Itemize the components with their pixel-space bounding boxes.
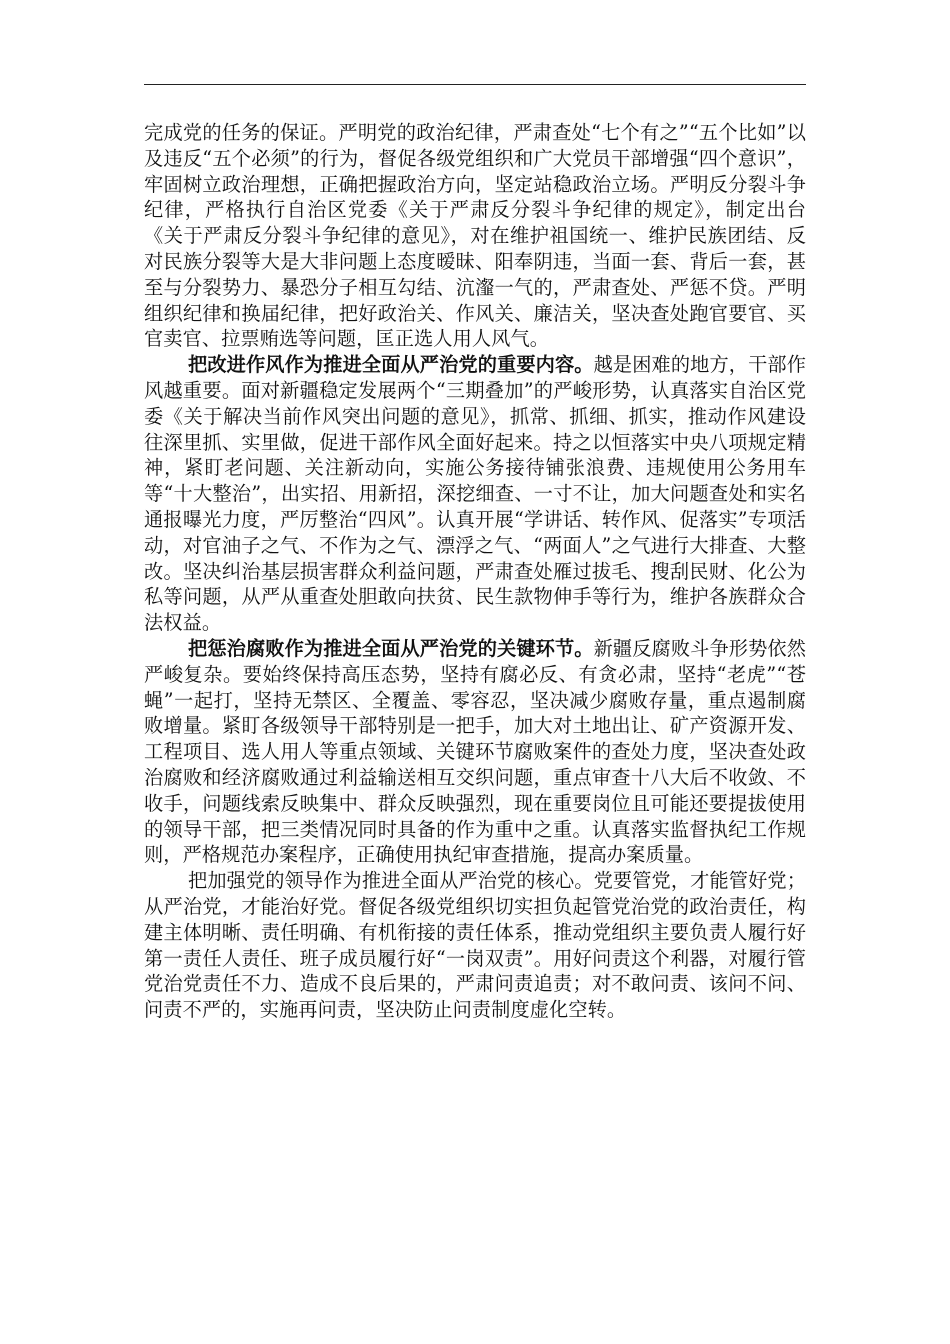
document-body <box>144 120 806 1023</box>
paragraph-4-text: 把加强党的领导作为推进全面从严治党的核心。党要管党，才能管好党；从严治党，才能治好党。督促各级党组织切实担负起管党治党的政治责任，构建主体明晰、责任明确、有机衔接的责任体系，推动党组织主要负责人履行好第一责任人责任、班子成员履行好“一岗双责”。用好问责这个利器，对履行管党治党责任不力、造成不良后果的，严肃问责追责；对不敢问责、该问不问、问责不严的，实施再问责，坚决防止问责制度虚化空转。 <box>144 869 806 1022</box>
paragraph-2-text: 越是困难的地方，干部作风越重要。面对新疆稳定发展两个“三期叠加”的严峻形势，认真落实自治区党委《关于解决当前作风突出问题的意见》，抓常、抓细、抓实，推动作风建设往深里抓、实里做，促进干部作风全面好起来。持之以恒落实中央八项规定精神，紧盯老问题、关注新动向，实施公务接待铺张浪费、违规使用公务用车等“十大整治”，出实招、用新招，深挖细查、一寸不让，加大问题查处和实名通报曝光力度，严厉整治“四风”。认真开展“学讲话、转作风、促落实”专项活动，对官油子之气、不作为之气、漂浮之气、“两面人”之气进行大排查、大整改。坚决纠治基层损害群众利益问题，严肃查处雁过拔毛、搜刮民财、化公为私等问题，从严从重查处胆敢向扶贫、民生款物伸手等行为，维护各族群众合法权益。 <box>144 353 806 635</box>
paragraph-1 <box>144 120 806 352</box>
header-rule <box>144 84 806 85</box>
paragraph-3-text: 新疆反腐败斗争形势依然严峻复杂。要始终保持高压态势，坚持有腐必反、有贪必肃，坚持“老虎”“苍蝇”一起打，坚持无禁区、全覆盖、零容忍，坚决减少腐败存量，重点遏制腐败增量。紧盯各级领导干部特别是一把手，加大对土地出让、矿产资源开发、工程项目、选人用人等重点领域、关键环节腐败案件的查处力度，坚决查处政治腐败和经济腐败通过利益输送相互交织问题，重点审查十八大后不收敛、不收手，问题线索反映集中、群众反映强烈，现在重要岗位且可能还要提拔使用的领导干部，把三类情况同时具备的作为重中之重。认真落实监督执纪工作规则，严格规范办案程序，正确使用执纪审查措施，提高办案质量。 <box>144 636 806 867</box>
paragraph-2 <box>144 352 806 636</box>
paragraph-3 <box>144 636 806 868</box>
paragraph-3-heading: 把惩治腐败作为推进全面从严治党的关键环节。 <box>188 636 594 660</box>
paragraph-1-text: 完成党的任务的保证。严明党的政治纪律，严肃查处“七个有之”“五个比如”以及违反“五个必须”的行为，督促各级党组织和广大党员干部增强“四个意识”，牢固树立政治理想，正确把握政治方向，坚定站稳政治立场。严明反分裂斗争纪律，严格执行自治区党委《关于严肃反分裂斗争纪律的规定》，制定出台《关于严肃反分裂斗争纪律的意见》，对在维护祖国统一、维护民族团结、反对民族分裂等大是大非问题上态度暧昧、阳奉阴违，当面一套、背后一套，甚至与分裂势力、暴恐分子相互勾结、沆瀣一气的，严肃查处、严惩不贷。严明组织纪律和换届纪律，把好政治关、作风关、廉洁关，坚决查处跑官要官、买官卖官、拉票贿选等问题，匡正选人用人风气。 <box>144 121 806 351</box>
paragraph-2-heading: 把改进作风作为推进全面从严治党的重要内容。 <box>188 353 594 377</box>
paragraph-4 <box>144 868 806 1023</box>
